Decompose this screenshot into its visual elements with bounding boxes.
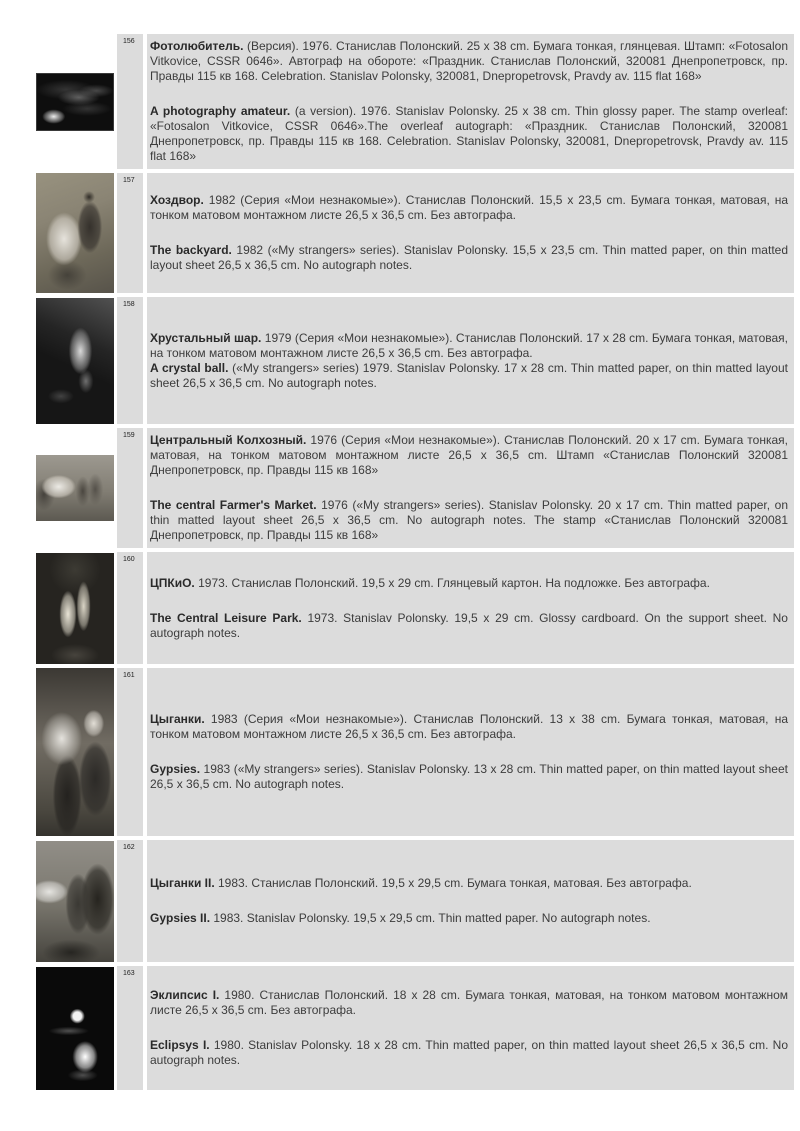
entry-title-en: Gypsies II.: [150, 911, 211, 925]
photo-column: [0, 668, 117, 836]
entry-paragraph-en: [150, 911, 788, 926]
catalog-entry-160: [0, 552, 800, 664]
photo-column: [0, 297, 117, 424]
entry-body-ru: 1982 (Серия «Мои незнакомые»). Станислав Полонский. 15,5 x 23,5 cm. Бумага тонкая, матовая, на тонком матовом монтажном листе 26,5 x 36,5 cm. Без автографа.: [150, 193, 788, 222]
entry-number-158: [117, 297, 143, 424]
entry-body-en: 1983 («My strangers» series). Stanislav Polonsky. 13 x 28 cm. Thin matted paper, on thin matted layout sheet 26,5 x 36,5 cm. No autograph notes.: [150, 762, 788, 791]
entry-paragraph-ru: [150, 331, 788, 361]
entry-body-ru: (Версия). 1976. Станислав Полонский. 25 x 38 cm. Бумага тонкая, глянцевая. Штамп: «Fotosalon Vitkovice, CSSR 0646». Автограф на обороте: «Праздник. Станислав Полонский, 320081 Днепропетровск, пр. Правды 115 кв 168. Celebration. Stanislav Polonsky, 320081, Dnepropetrovsk, Pravdy av. 115 flat 168»: [150, 39, 788, 83]
entry-title-en: The Central Leisure Park.: [150, 610, 302, 625]
entry-body-ru: 1980. Станислав Полонский. 18 x 28 cm. Бумага тонкая, матовая, на тонком матовом монтажном листе 26,5 x 36,5 cm. Без автографа.: [150, 988, 788, 1017]
entry-title-en: Gypsies.: [150, 762, 201, 776]
entry-title-ru: Хрустальный шар.: [150, 330, 262, 345]
entry-text-158: [147, 297, 794, 424]
entry-title-ru: Фотолюбитель.: [150, 39, 244, 53]
photo-column: [0, 428, 117, 548]
entry-number-label: 158: [123, 301, 135, 308]
entry-number-159: [117, 428, 143, 548]
entry-number-label: 163: [123, 970, 135, 977]
catalog-entry-156: [0, 34, 800, 169]
entry-body-ru: 1973. Станислав Полонский. 19,5 x 29 cm. Глянцевый картон. На подложке. Без автографа.: [194, 575, 710, 590]
entry-paragraph-ru: [150, 712, 788, 742]
entry-number-label: 159: [123, 432, 135, 439]
entry-number-161: [117, 668, 143, 836]
entry-body-en: (a version). 1976. Stanislav Polonsky. 25 x 38 cm. Thin glossy paper. The stamp overleaf: «Fotosalon Vitkovice, CSSR 0646».The overleaf autograph: «Праздник. Станислав Полонский, 320081 Днепропетровск, пр. Правды 115 кв 168. Celebration. Stanislav Polonsky, 320081, Dnepropetrovsk, Pravdy av. 115 flat 168»: [150, 104, 788, 163]
photo-thumbnail-157: [36, 173, 114, 293]
entry-body-en: 1980. Stanislav Polonsky. 18 x 28 cm. Thin matted paper, on thin matted layout sheet 26,5 x 36,5 cm. No autograph notes.: [150, 1038, 788, 1067]
entry-paragraph-en: [150, 243, 788, 273]
catalog-entry-162: [0, 840, 800, 962]
entry-body-en: 1982 («My strangers» series). Stanislav Polonsky. 15,5 x 23,5 cm. Thin matted paper, on thin matted layout sheet 26,5 x 36,5 cm. No autograph notes.: [150, 243, 788, 272]
entry-paragraph-ru: [150, 433, 788, 478]
entry-number-label: 157: [123, 177, 135, 184]
entry-paragraph-en: [150, 1038, 788, 1068]
entry-body-en: («My strangers» series) 1979. Stanislav Polonsky. 17 x 28 cm. Thin matted paper, on thin matted layout sheet 26,5 x 36,5 cm. No autograph notes.: [150, 360, 788, 390]
entry-title-en: The central Farmer's Market.: [150, 498, 317, 512]
entry-number-163: [117, 966, 143, 1090]
entry-text-162: [147, 840, 794, 962]
entry-body-ru: 1979 (Серия «Мои незнакомые»). Станислав Полонский. 17 x 28 cm. Бумага тонкая, матовая, на тонком матовом монтажном листе 26,5 x 36,5 cm. Без автографа.: [150, 330, 788, 360]
entry-text-157: [147, 173, 794, 293]
catalog-entry-159: [0, 428, 800, 548]
catalog-entry-161: [0, 668, 800, 836]
entry-title-ru: Эклипсис I.: [150, 988, 220, 1002]
photo-thumbnail-159: [36, 455, 114, 521]
entry-text-159: [147, 428, 794, 548]
photo-column: [0, 173, 117, 293]
entry-text-163: [147, 966, 794, 1090]
entry-paragraph-ru: [150, 576, 788, 591]
entry-text-160: [147, 552, 794, 664]
photo-thumbnail-156: [36, 73, 114, 131]
entry-number-156: [117, 34, 143, 169]
entry-number-label: 161: [123, 672, 135, 679]
entry-title-en: Eclipsys I.: [150, 1038, 210, 1052]
entry-paragraph-ru: [150, 39, 788, 84]
catalog-entry-163: [0, 966, 800, 1090]
entry-body-ru: 1983. Станислав Полонский. 19,5 x 29,5 cm. Бумага тонкая, матовая. Без автографа.: [214, 876, 692, 890]
entry-number-160: [117, 552, 143, 664]
entry-body-en: 1983. Stanislav Polonsky. 19,5 x 29,5 cm. Thin matted paper. No autograph notes.: [210, 911, 651, 925]
entry-text-156: [147, 34, 794, 169]
entry-paragraph-ru: [150, 876, 788, 891]
entry-title-en: A photography amateur.: [150, 104, 291, 118]
entry-paragraph-ru: [150, 193, 788, 223]
entry-body-ru: 1983 (Серия «Мои незнакомые»). Станислав Полонский. 13 x 38 cm. Бумага тонкая, матовая, на тонком матовом монтажном листе 26,5 x 36,5 cm. Без автографа.: [150, 712, 788, 741]
entry-paragraph-en: [150, 104, 788, 164]
photo-thumbnail-162: [36, 841, 114, 962]
entry-title-en: The backyard.: [150, 243, 232, 257]
entry-title-ru: ЦПКиО.: [150, 575, 195, 590]
entry-title-ru: Хоздвор.: [150, 193, 204, 207]
entry-number-162: [117, 840, 143, 962]
entry-number-157: [117, 173, 143, 293]
entry-paragraph-en: [150, 498, 788, 543]
entry-number-label: 160: [123, 556, 135, 563]
entry-title-ru: Цыганки.: [150, 712, 205, 726]
entry-body-en: 1973. Stanislav Polonsky. 19,5 x 29 cm. Glossy cardboard. On the support sheet. No autograph notes.: [150, 610, 788, 640]
photo-thumbnail-161: [36, 668, 114, 836]
entry-title-en: A crystal ball.: [150, 360, 229, 375]
entry-body-en: 1976 («My strangers» series). Stanislav Polonsky. 20 x 17 cm. Thin matted paper, on thin matted layout sheet 26,5 x 36,5 cm. No autograph notes. The stamp «Станислав Полонский 320081 Днепропетровск, пр. Правды 115 кв 168»: [150, 498, 788, 542]
photo-column: [0, 966, 117, 1090]
entry-paragraph-en: [150, 611, 788, 641]
photo-thumbnail-163: [36, 967, 114, 1090]
catalog-entry-157: [0, 173, 800, 293]
entry-title-ru: Центральный Колхозный.: [150, 433, 307, 447]
entry-paragraph-en: [150, 361, 788, 391]
photo-column: [0, 34, 117, 169]
catalog-entry-158: [0, 297, 800, 424]
entry-text-161: [147, 668, 794, 836]
entry-paragraph-en: [150, 762, 788, 792]
photo-thumbnail-160: [36, 553, 114, 664]
entry-title-ru: Цыганки II.: [150, 876, 215, 890]
photo-thumbnail-158: [36, 298, 114, 424]
entry-number-label: 156: [123, 38, 135, 45]
photo-column: [0, 840, 117, 962]
entry-number-label: 162: [123, 844, 135, 851]
photo-column: [0, 552, 117, 664]
entry-paragraph-ru: [150, 988, 788, 1018]
entry-body-ru: 1976 (Серия «Мои незнакомые»). Станислав Полонский. 20 x 17 cm. Бумага тонкая, матовая, на тонком матовом монтажном листе 26,5 x 36,5 cm. Штамп «Станислав Полонский 320081 Днепропетровск, пр. Правды 115 кв 168»: [150, 433, 788, 477]
